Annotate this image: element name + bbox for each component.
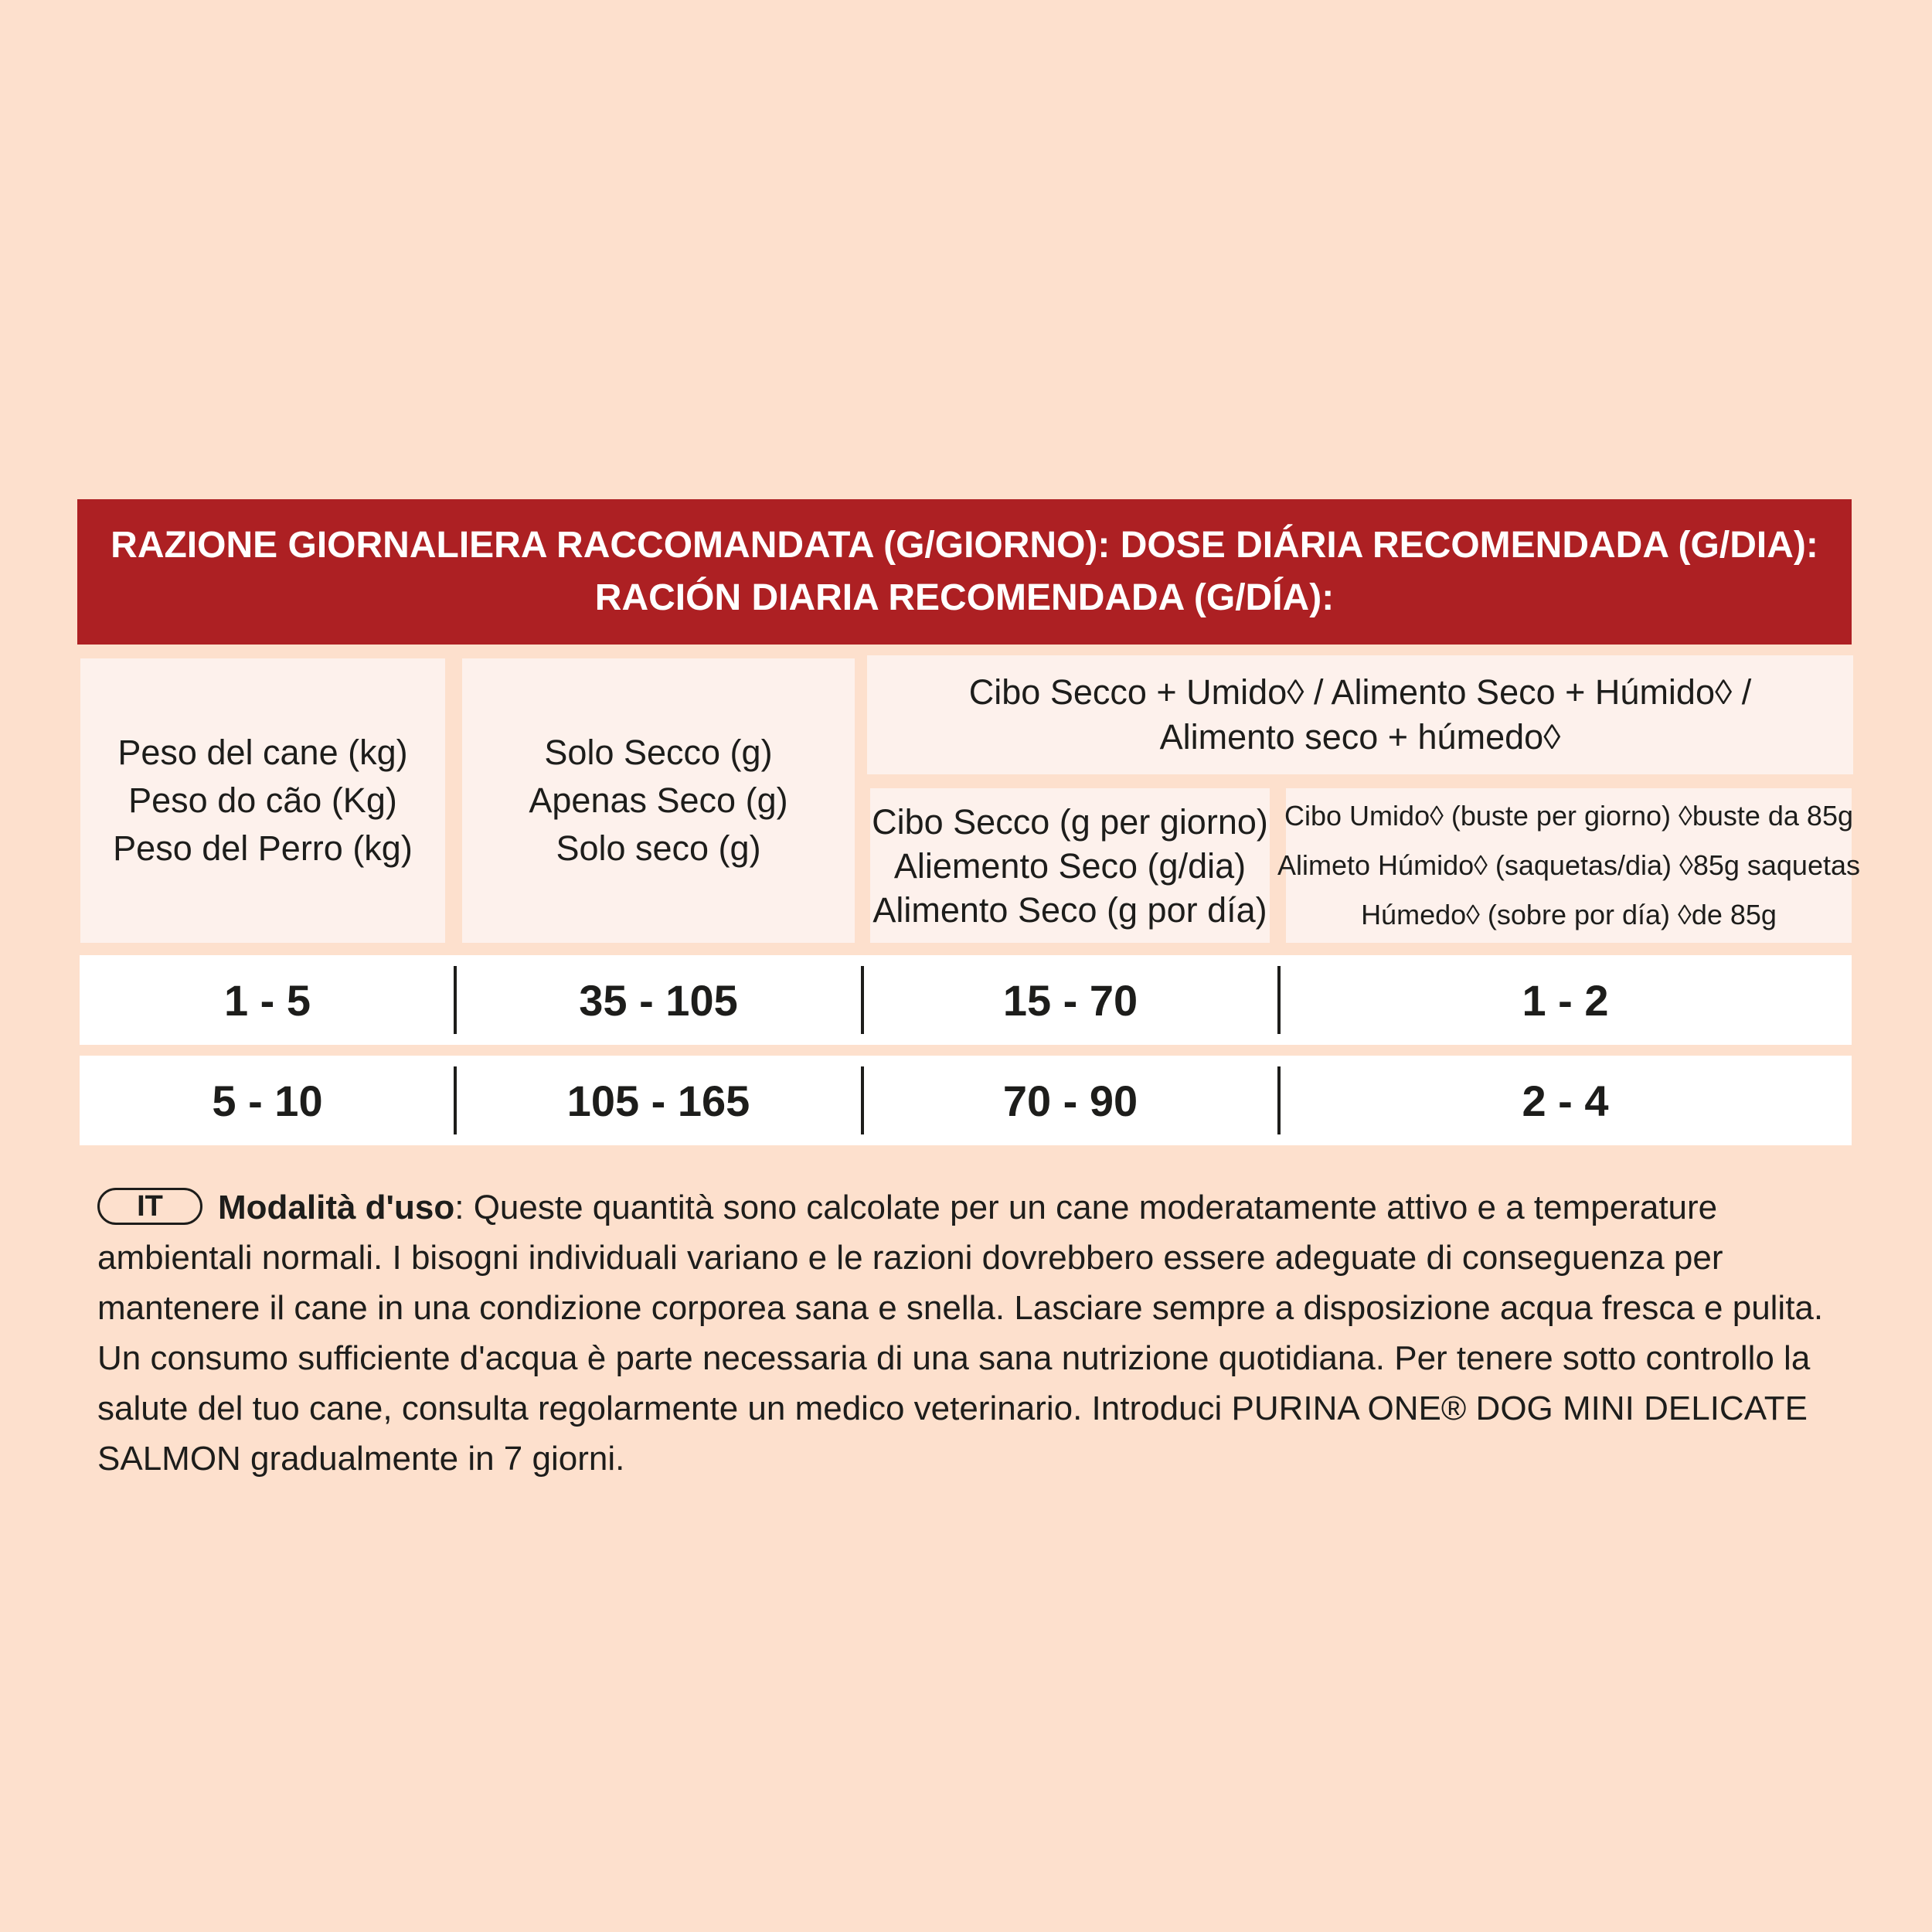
header-weight-es: Peso del Perro (kg) — [113, 828, 413, 868]
usage-text: : Queste quantità sono calcolate per un cane moderatamente attivo e a temperature ambientali normali. I bisogni individuali variano e le razioni dovrebbero essere adeguate di conseguenza per mantenere il cane in una condizione corporea sana e snella. Lasciare sempre a disposizione acqua fresca e pulita. Un consumo sufficiente d'acqua è parte necessaria di una sana nutrizione quotidiana. Per tenere sotto controllo la salute del tuo cane, consulta regolarmente un medico veterinario. Introduci PURINA ONE® DOG MINI DELICATE SALMON gradualmente in 7 giorni. — [97, 1189, 1824, 1478]
title-line-2: RACIÓN DIARIA RECOMENDADA (G/DÍA): — [594, 577, 1335, 618]
header-mixed-dry-pt: Aliemento Seco (g/dia) — [893, 845, 1247, 886]
header-dog-weight — [80, 658, 445, 943]
header-mixed-feeding — [867, 655, 1853, 774]
cell-weight: 5 - 10 — [212, 1076, 323, 1125]
table-row — [80, 1056, 1852, 1145]
header-mixed-dry-es: Alimento Seco (g por día) — [872, 889, 1267, 930]
language-badge: IT — [97, 1188, 202, 1225]
header-dry-only-pt: Apenas Seco (g) — [529, 781, 788, 820]
header-mixed-line-2: Alimento seco + húmedo◊ — [1159, 717, 1561, 757]
header-mixed-wet-it: Cibo Umido◊ (buste per giorno) ◊buste da 85g — [1284, 800, 1853, 832]
cell-weight: 1 - 5 — [223, 975, 311, 1025]
header-dry-only — [462, 658, 855, 943]
usage-label: Modalità d'uso — [218, 1189, 455, 1226]
title-line-1: RAZIONE GIORNALIERA RACCOMANDATA (G/GIORNO): DOSE DIÁRIA RECOMENDADA (G/DIA): — [111, 525, 1818, 566]
cell-mixed-wet: 2 - 4 — [1522, 1076, 1609, 1125]
table-row — [80, 955, 1852, 1045]
cell-mixed-dry: 70 - 90 — [1002, 1076, 1138, 1125]
cell-mixed-wet: 1 - 2 — [1522, 975, 1609, 1025]
header-mixed-line-1: Cibo Secco + Umido◊ / Alimento Seco + Húmido◊ / — [968, 672, 1752, 712]
cell-mixed-dry: 15 - 70 — [1002, 975, 1138, 1025]
feeding-guide-title — [77, 499, 1852, 645]
header-mixed-dry — [870, 788, 1270, 943]
cell-dry-only: 105 - 165 — [566, 1076, 750, 1125]
header-dry-only-es: Solo seco (g) — [556, 828, 761, 868]
cell-dry-only: 35 - 105 — [579, 975, 738, 1025]
header-mixed-wet-pt: Alimeto Húmido◊ (saquetas/dia) ◊85g saquetas — [1277, 849, 1860, 881]
header-weight-pt: Peso do cão (Kg) — [128, 781, 397, 820]
usage-instructions — [97, 1182, 1859, 1484]
header-dry-only-it: Solo Secco (g) — [544, 733, 773, 772]
header-mixed-wet — [1277, 788, 1860, 943]
header-mixed-wet-es: Húmedo◊ (sobre por día) ◊de 85g — [1361, 899, 1777, 930]
header-mixed-dry-it: Cibo Secco (g per giorno) — [872, 801, 1268, 842]
header-weight-it: Peso del cane (kg) — [117, 733, 408, 772]
